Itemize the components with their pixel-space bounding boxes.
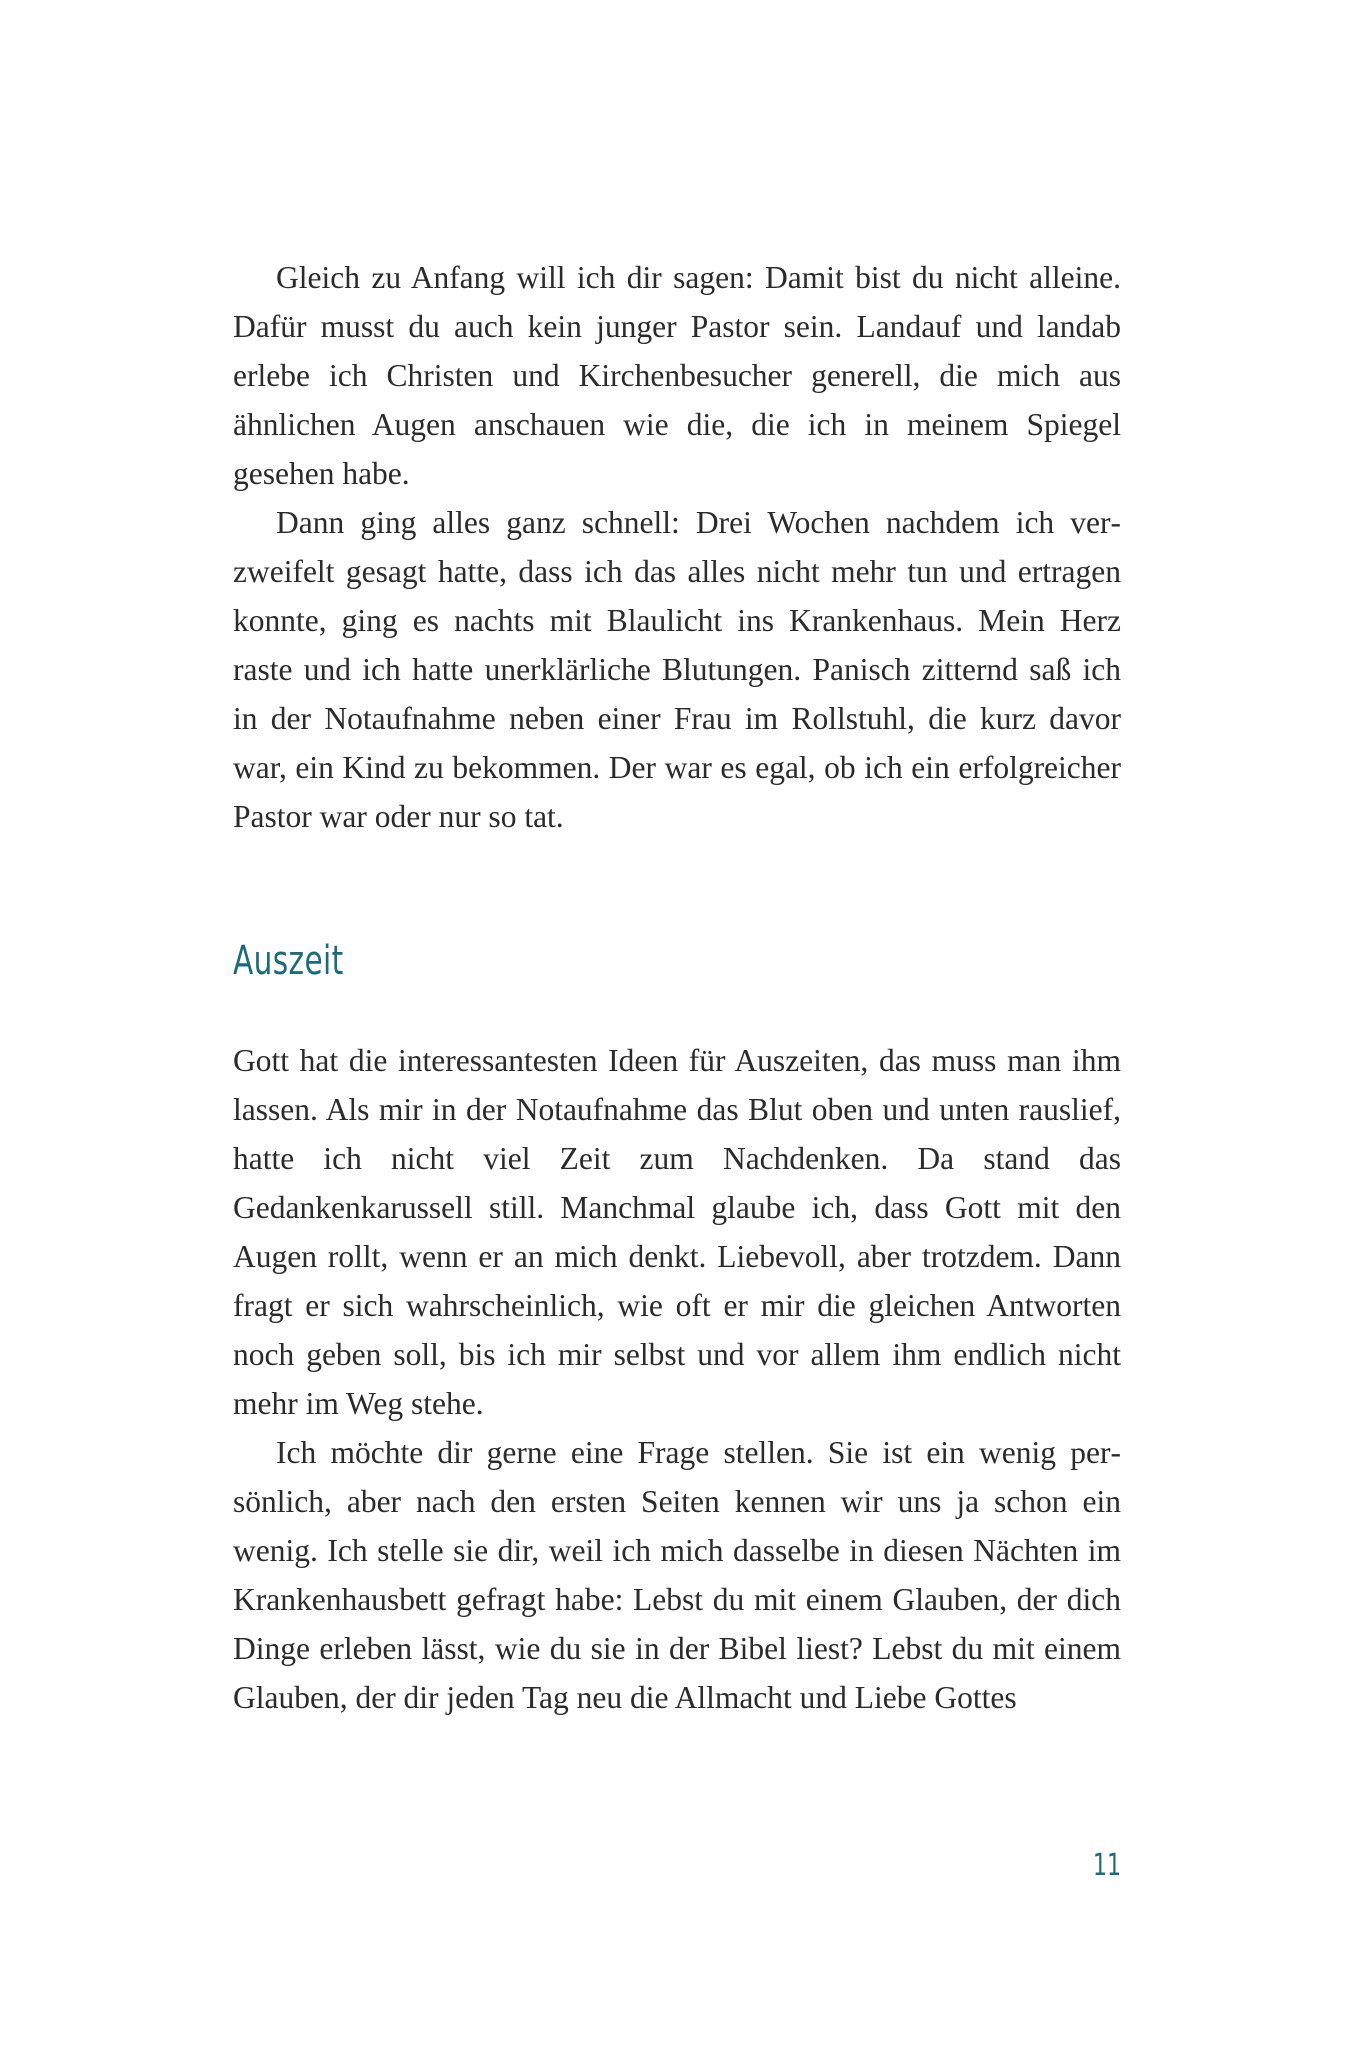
paragraph: Gleich zu Anfang will ich dir sagen: Damit bist du nicht alleine. Dafür musst du auch kein junger Pastor sein. Landauf und landab erlebe ich Christen und Kirchenbesucher generell, die mich aus ähnlichen Augen anschauen wie die, die ich in meinem Spiegel gesehen habe. <box>233 260 1121 491</box>
paragraph: Dann ging alles ganz schnell: Drei Wochen nachdem ich verzweifelt gesagt hatte, dass ich das alles nicht mehr tun und ertragen konnte, ging es nachts mit Blaulicht ins Krankenhaus. Mein Herz raste und ich hatte unerklärliche Blutungen. Panisch zitternd saß ich in der Notaufnahme neben einer Frau im Rollstuhl, die kurz davor war, ein Kind zu bekommen. Der war es egal, ob ich ein erfolgreicher Pastor war oder nur so tat. <box>233 505 1121 834</box>
paragraph: Gott hat die interessantesten Ideen für Auszeiten, das muss man ihm lassen. Als mir in der Notaufnahme das Blut oben und unten rauslief, hatte ich nicht viel Zeit zum Nachdenken. Da stand das Gedankenkarussell still. Manchmal glaube ich, dass Gott mit den Augen rollt, wenn er an mich denkt. Liebevoll, aber trotzdem. Dann fragt er sich wahrscheinlich, wie oft er mir die gleichen Antworten noch geben soll, bis ich mir selbst und vor allem ihm endlich nicht mehr im Weg stehe. <box>233 1043 1121 1421</box>
text-section-auszeit <box>233 1036 1121 1722</box>
section-heading: Auszeit <box>233 938 344 984</box>
page-number: 11 <box>1092 1848 1121 1883</box>
paragraph: Ich möchte dir gerne eine Frage stellen. Sie ist ein wenig persönlich, aber nach den ersten Seiten kennen wir uns ja schon ein wenig. Ich stelle sie dir, weil ich mich dasselbe in diesen Nächten im Krankenhausbett gefragt habe: Lebst du mit einem Glauben, der dich Dinge erleben lässt, wie du sie in der Bibel liest? Lebst du mit einem Glauben, der dir jeden Tag neu die Allmacht und Liebe Gottes <box>233 1435 1121 1715</box>
text-section-intro <box>233 253 1121 841</box>
